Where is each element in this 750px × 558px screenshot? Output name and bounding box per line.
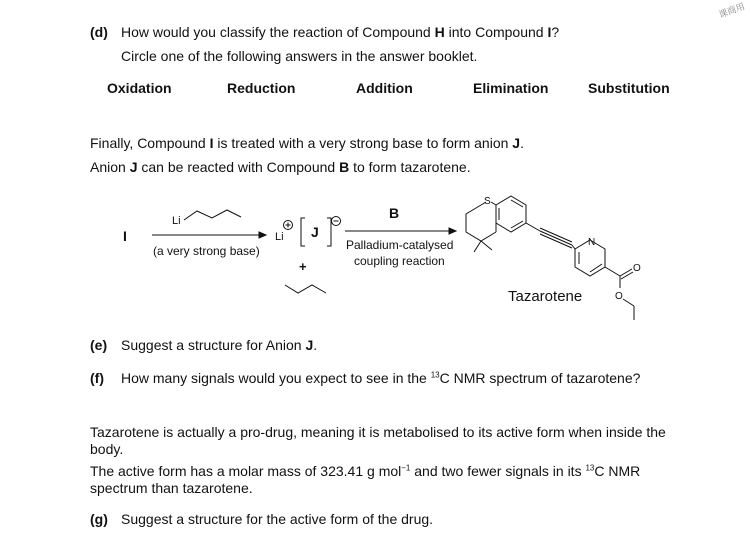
alkyne-bond-b [540, 228, 572, 242]
lithium-cation-label: Li [275, 231, 284, 243]
alkyne-link-1 [526, 223, 540, 231]
paragraph2-line3 [90, 463, 640, 479]
anion-j-label: J [311, 224, 319, 240]
question-g-text: Suggest a structure for the active form of the drug. [121, 511, 434, 527]
paragraph2-line4: spectrum than tazarotene. [90, 480, 253, 496]
nitrogen-atom: N [588, 237, 596, 248]
question-d-instruction: Circle one of the following answers in the answer booklet. [121, 48, 478, 64]
p1-l1-compound: I [209, 135, 214, 151]
question-e-label: (e) [90, 337, 108, 353]
butyllithium-chain [184, 210, 241, 220]
product-label: Tazarotene [508, 288, 583, 305]
p1-l1-post: . [520, 135, 524, 151]
methyl-2 [481, 241, 492, 250]
thiochroman-ring [466, 205, 496, 241]
p2-l3-post: C NMR [594, 463, 641, 479]
p1-l2-post: to form tazarotene. [349, 159, 471, 175]
paragraph1-line1 [90, 135, 524, 151]
question-d-text-post: ? [551, 24, 560, 40]
benzene-ring [496, 196, 526, 232]
benzene-double-3 [511, 221, 523, 228]
p1-l2-mid: can be reacted with Compound [137, 159, 340, 175]
condition-line-2: coupling reaction [354, 254, 445, 268]
question-f-isotope: 13 [430, 370, 440, 380]
right-bracket [327, 218, 331, 246]
carbonyl-oxygen: O [633, 263, 641, 274]
compound-h: H [434, 24, 445, 40]
question-f-text-post: C NMR spectrum of tazarotene? [439, 370, 641, 386]
p2-l3-pre: The active form has a molar mass of 323.41 g mol [90, 463, 402, 479]
alkyne-bond-a [540, 231, 572, 245]
question-d-text-mid: into Compound [444, 24, 548, 40]
condition-line-1: Palladium-catalysed [346, 238, 454, 252]
ethyl-bond-1 [623, 299, 634, 306]
left-bracket [301, 218, 305, 246]
carbonyl-bond-b [621, 272, 633, 279]
p1-l1-mid: is treated with a very strong base to form anion [213, 135, 513, 151]
alkyne-bond-c [540, 234, 572, 248]
p1-l1-anion: J [512, 135, 521, 151]
reagent-li-label: Li [172, 215, 181, 227]
question-d-text [121, 24, 559, 40]
sulfur-atom: S [484, 196, 491, 207]
p2-l3-iso: 13 [585, 463, 595, 473]
p2-l3-mid: and two fewer signals in its [410, 463, 586, 479]
paragraph1-line2 [90, 159, 471, 175]
question-d-text-pre: How would you classify the reaction of Compound [121, 24, 435, 40]
compound-i: I [547, 24, 552, 40]
scheme-start-label: I [123, 228, 127, 244]
corner-stamp-text: 课商用 [717, 1, 747, 20]
reaction-arrow-1-head [259, 232, 266, 238]
reaction-scheme [0, 190, 750, 325]
choice-substitution[interactable]: Substitution [588, 80, 670, 96]
carbonyl-bond-a [620, 269, 632, 276]
paragraph2-line1: Tazarotene is actually a pro-drug, meaning it is metabolised to its active form when inside the [90, 424, 666, 440]
p1-l2-anion: J [129, 159, 138, 175]
base-note: (a very strong base) [153, 244, 260, 258]
s-bond-right [491, 202, 496, 205]
ester-oxygen: O [615, 291, 623, 302]
question-e-text-pre: Suggest a structure for Anion [121, 337, 306, 353]
question-g-label: (g) [90, 511, 108, 527]
p1-l1-pre: Finally, Compound [90, 135, 210, 151]
reagent-b-label: B [389, 205, 400, 221]
choice-oxidation[interactable]: Oxidation [107, 80, 172, 96]
p1-l2-compound: B [339, 159, 350, 175]
pyridine-double-2 [590, 264, 602, 272]
question-d-label: (d) [90, 24, 108, 40]
question-f-label: (f) [90, 370, 104, 386]
paragraph2-line2: body. [90, 441, 124, 457]
choice-addition[interactable]: Addition [356, 80, 413, 96]
question-f-text-pre: How many signals would you expect to see in the [121, 370, 431, 386]
plus-sign: + [299, 259, 307, 274]
pyridine-link [572, 245, 575, 249]
reaction-arrow-2-head [449, 228, 456, 234]
p2-l3-exp: −1 [401, 463, 411, 473]
methyl-1 [474, 241, 481, 252]
question-f-text [121, 370, 640, 386]
corner-stamp [710, 0, 750, 20]
question-e-text [121, 337, 317, 353]
p1-l2-pre: Anion [90, 159, 130, 175]
butane-byproduct [285, 285, 326, 293]
ester-bond [605, 267, 620, 276]
question-e-anion: J [305, 337, 314, 353]
choice-reduction[interactable]: Reduction [227, 80, 296, 96]
choice-elimination[interactable]: Elimination [473, 80, 549, 96]
question-e-text-post: . [313, 337, 318, 353]
benzene-double-2 [511, 200, 523, 207]
